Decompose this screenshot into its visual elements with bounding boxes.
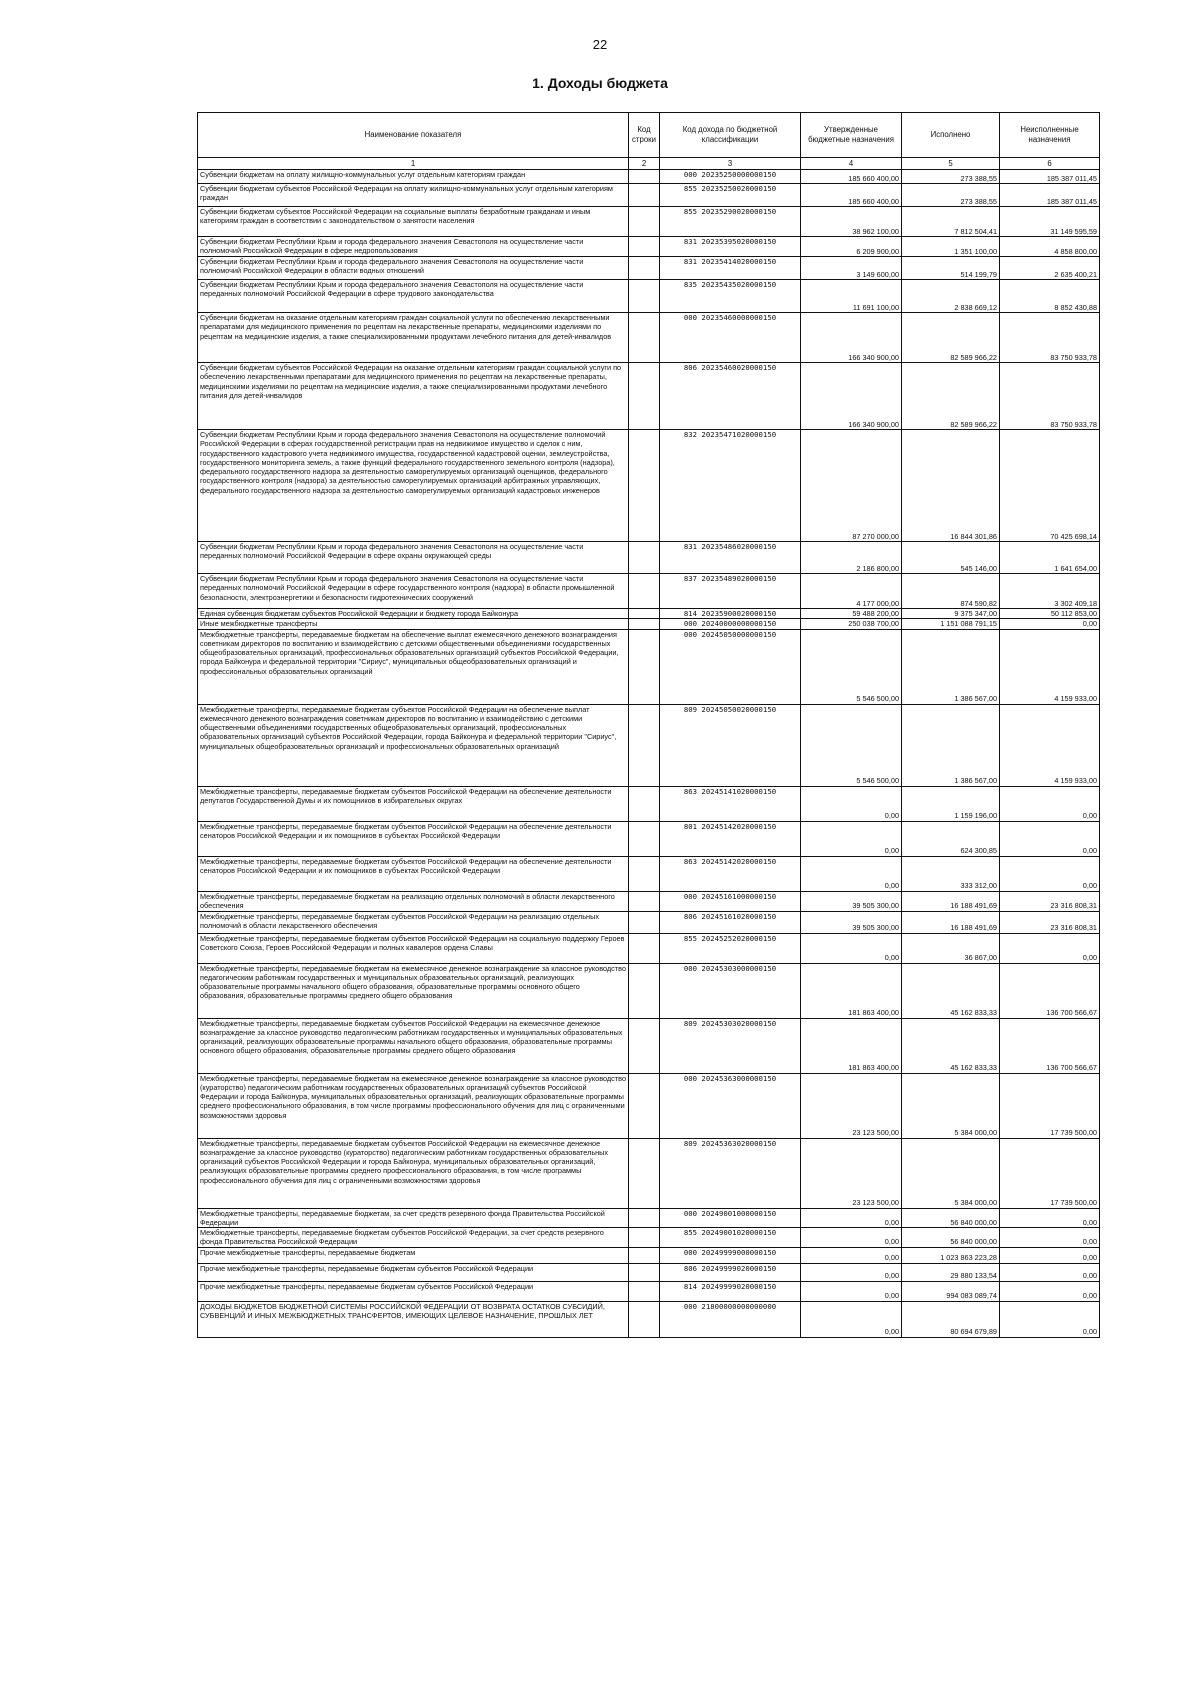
row-income-code-cell: 000 20245050000000150	[660, 629, 801, 704]
row-line-code-cell	[629, 629, 660, 704]
row-approved-cell: 0,00	[801, 1247, 902, 1263]
row-income-code-cell: 000 20235460000000150	[660, 313, 801, 363]
row-name-cell: Межбюджетные трансферты, передаваемые бюджетам субъектов Российской Федерации на ежемесячное денежное вознаграждение за классное руководство педагогическим работникам государственных и муниципальных образовательных организаций, реализующих образовательные программы начального общего образования, образовательные программы основного общего образования, образовательные программы среднего общего образования	[198, 1018, 629, 1073]
row-income-code-cell: 837 20235489020000150	[660, 574, 801, 609]
table-row	[198, 1018, 1100, 1073]
row-unexecuted-cell: 83 750 933,78	[1000, 363, 1100, 430]
table-row	[198, 1247, 1100, 1263]
row-approved-cell: 0,00	[801, 933, 902, 963]
row-line-code-cell	[629, 1208, 660, 1228]
row-executed-cell: 874 590,82	[902, 574, 1000, 609]
row-line-code-cell	[629, 170, 660, 184]
row-name-cell: Межбюджетные трансферты, передаваемые бюджетам субъектов Российской Федерации на обеспечение деятельности сенаторов Российской Федерации и их помощников в субъектах Российской Федерации	[198, 856, 629, 891]
row-approved-cell: 39 505 300,00	[801, 911, 902, 933]
row-approved-cell: 166 340 900,00	[801, 363, 902, 430]
table-body	[198, 170, 1100, 1338]
row-approved-cell: 0,00	[801, 821, 902, 856]
row-executed-cell: 994 083 089,74	[902, 1281, 1000, 1301]
row-name-cell: Прочие межбюджетные трансферты, передаваемые бюджетам	[198, 1247, 629, 1263]
row-line-code-cell	[629, 184, 660, 207]
row-executed-cell: 1 386 567,00	[902, 704, 1000, 786]
row-unexecuted-cell: 23 316 808,31	[1000, 891, 1100, 911]
row-line-code-cell	[629, 704, 660, 786]
row-line-code-cell	[629, 1247, 660, 1263]
row-income-code-cell: 831 20235395020000150	[660, 237, 801, 257]
row-name-cell: Прочие межбюджетные трансферты, передаваемые бюджетам субъектов Российской Федерации	[198, 1281, 629, 1301]
table-row	[198, 629, 1100, 704]
row-unexecuted-cell: 0,00	[1000, 1301, 1100, 1337]
row-line-code-cell	[629, 1228, 660, 1248]
row-executed-cell: 80 694 679,89	[902, 1301, 1000, 1337]
row-name-cell: Межбюджетные трансферты, передаваемые бюджетам субъектов Российской Федерации на ежемесячное денежное вознаграждение за классное руководство (кураторство) педагогическим работникам государственных образовательных организаций субъектов Российской Федерации и города Байконура, муниципальных образовательных организаций, реализующих образовательные программы среднего профессионального образования, в том числе программы профессионального обучения для лиц с ограниченными возможностями здоровья	[198, 1138, 629, 1208]
column-header-name: Наименование показателя	[198, 113, 629, 158]
row-income-code-cell: 000 20240000000000150	[660, 619, 801, 629]
row-unexecuted-cell: 4 858 800,00	[1000, 237, 1100, 257]
row-approved-cell: 185 660 400,00	[801, 170, 902, 184]
column-number-row	[198, 158, 1100, 170]
row-unexecuted-cell: 0,00	[1000, 786, 1100, 821]
row-unexecuted-cell: 136 700 566,67	[1000, 1018, 1100, 1073]
row-approved-cell: 39 505 300,00	[801, 891, 902, 911]
column-number: 5	[902, 158, 1000, 170]
row-line-code-cell	[629, 1281, 660, 1301]
table-row	[198, 430, 1100, 542]
table-row	[198, 184, 1100, 207]
table-row	[198, 609, 1100, 619]
row-name-cell: Субвенции бюджетам на оплату жилищно-коммунальных услуг отдельным категориям граждан	[198, 170, 629, 184]
table-row	[198, 1228, 1100, 1248]
table-row	[198, 911, 1100, 933]
row-executed-cell: 16 844 301,86	[902, 430, 1000, 542]
table-row	[198, 619, 1100, 629]
row-line-code-cell	[629, 1263, 660, 1281]
row-executed-cell: 1 351 100,00	[902, 237, 1000, 257]
table-row	[198, 933, 1100, 963]
table-row	[198, 786, 1100, 821]
row-unexecuted-cell: 0,00	[1000, 1208, 1100, 1228]
row-line-code-cell	[629, 856, 660, 891]
row-unexecuted-cell: 23 316 808,31	[1000, 911, 1100, 933]
row-executed-cell: 1 023 863 223,28	[902, 1247, 1000, 1263]
row-name-cell: Иные межбюджетные трансферты	[198, 619, 629, 629]
row-approved-cell: 0,00	[801, 1208, 902, 1228]
row-approved-cell: 250 038 700,00	[801, 619, 902, 629]
row-name-cell: Субвенции бюджетам субъектов Российской Федерации на оказание отдельным категориям граждан социальной услуги по обеспечению лекарственными препаратами для медицинского применения по рецептам на лекарственные препараты, медицинскими изделиями по рецептам на медицинские изделия, а также специализированными продуктами лечебного питания для детей-инвалидов	[198, 363, 629, 430]
row-executed-cell: 1 159 196,00	[902, 786, 1000, 821]
row-unexecuted-cell: 0,00	[1000, 1281, 1100, 1301]
row-line-code-cell	[629, 363, 660, 430]
row-line-code-cell	[629, 911, 660, 933]
section-title: 1. Доходы бюджета	[532, 75, 668, 91]
row-unexecuted-cell: 0,00	[1000, 1263, 1100, 1281]
row-executed-cell: 333 312,00	[902, 856, 1000, 891]
column-header-approved: Утвержденные бюджетные назначения	[801, 113, 902, 158]
row-line-code-cell	[629, 963, 660, 1018]
row-approved-cell: 166 340 900,00	[801, 313, 902, 363]
row-executed-cell: 514 199,79	[902, 257, 1000, 280]
column-number: 4	[801, 158, 902, 170]
table-row	[198, 542, 1100, 574]
table-row	[198, 1138, 1100, 1208]
row-approved-cell: 23 123 500,00	[801, 1138, 902, 1208]
row-unexecuted-cell: 185 387 011,45	[1000, 170, 1100, 184]
column-header-income-code: Код дохода по бюджетной классификации	[660, 113, 801, 158]
row-executed-cell: 7 812 504,41	[902, 207, 1000, 237]
row-executed-cell: 16 188 491,69	[902, 911, 1000, 933]
row-name-cell: ДОХОДЫ БЮДЖЕТОВ БЮДЖЕТНОЙ СИСТЕМЫ РОССИЙСКОЙ ФЕДЕРАЦИИ ОТ ВОЗВРАТА ОСТАТКОВ СУБСИДИЙ, СУБВЕНЦИЙ И ИНЫХ МЕЖБЮДЖЕТНЫХ ТРАНСФЕРТОВ, ИМЕЮЩИХ ЦЕЛЕВОЕ НАЗНАЧЕНИЕ, ПРОШЛЫХ ЛЕТ	[198, 1301, 629, 1337]
row-unexecuted-cell: 50 112 853,00	[1000, 609, 1100, 619]
row-income-code-cell: 855 20249001020000150	[660, 1228, 801, 1248]
row-approved-cell: 0,00	[801, 1228, 902, 1248]
table-row	[198, 280, 1100, 313]
row-approved-cell: 59 488 200,00	[801, 609, 902, 619]
table-row	[198, 856, 1100, 891]
row-income-code-cell: 855 20235290020000150	[660, 207, 801, 237]
row-approved-cell: 4 177 000,00	[801, 574, 902, 609]
table-row	[198, 574, 1100, 609]
row-name-cell: Единая субвенция бюджетам субъектов Российской Федерации и бюджету города Байконура	[198, 609, 629, 619]
row-name-cell: Межбюджетные трансферты, передаваемые бюджетам субъектов Российской Федерации на социальную поддержку Героев Советского Союза, Героев Российской Федерации и полных кавалеров ордена Славы	[198, 933, 629, 963]
row-approved-cell: 185 660 400,00	[801, 184, 902, 207]
row-income-code-cell: 863 20245141020000150	[660, 786, 801, 821]
page-number: 22	[592, 37, 608, 52]
row-line-code-cell	[629, 821, 660, 856]
row-income-code-cell: 801 20245142020000150	[660, 821, 801, 856]
table-row	[198, 207, 1100, 237]
row-line-code-cell	[629, 891, 660, 911]
column-number: 1	[198, 158, 629, 170]
table-row	[198, 170, 1100, 184]
row-name-cell: Межбюджетные трансферты, передаваемые бюджетам субъектов Российской Федерации на обеспечение деятельности депутатов Государственной Думы и их помощников в избирательных округах	[198, 786, 629, 821]
row-name-cell: Межбюджетные трансферты, передаваемые бюджетам субъектов Российской Федерации на реализацию отдельных полномочий в области лекарственного обеспечения	[198, 911, 629, 933]
row-unexecuted-cell: 0,00	[1000, 1247, 1100, 1263]
row-line-code-cell	[629, 257, 660, 280]
row-approved-cell: 5 546 500,00	[801, 629, 902, 704]
row-approved-cell: 181 863 400,00	[801, 963, 902, 1018]
row-executed-cell: 273 388,55	[902, 170, 1000, 184]
row-name-cell: Межбюджетные трансферты, передаваемые бюджетам субъектов Российской Федерации на обеспечение деятельности сенаторов Российской Федерации и их помощников в субъектах Российской Федерации	[198, 821, 629, 856]
row-executed-cell: 5 384 000,00	[902, 1073, 1000, 1138]
row-line-code-cell	[629, 237, 660, 257]
row-income-code-cell: 000 20249001000000150	[660, 1208, 801, 1228]
row-name-cell: Межбюджетные трансферты, передаваемые бюджетам, за счет средств резервного фонда Правительства Российской Федерации	[198, 1208, 629, 1228]
row-name-cell: Межбюджетные трансферты, передаваемые бюджетам на обеспечение выплат ежемесячного денежного вознаграждения советникам директоров по воспитанию и взаимодействию с детскими общественными объединениями государственных общеобразовательных организаций, профессиональных образовательных организаций субъектов Российской Федерации, города Байконура и федеральной территории "Сириус", муниципальных общеобразовательных организаций и профессиональных образовательных организаций	[198, 629, 629, 704]
row-executed-cell: 5 384 000,00	[902, 1138, 1000, 1208]
table-row	[198, 704, 1100, 786]
row-name-cell: Субвенции бюджетам Республики Крым и города федерального значения Севастополя на осуществление части переданных полномочий Российской Федерации в сфере государственного контроля (надзора) в области промышленной безопасности, электроэнергетики и безопасности гидротехнических сооружений	[198, 574, 629, 609]
row-income-code-cell: 000 20249999000000150	[660, 1247, 801, 1263]
row-executed-cell: 29 880 133,54	[902, 1263, 1000, 1281]
column-number: 6	[1000, 158, 1100, 170]
row-executed-cell: 1 151 088 791,15	[902, 619, 1000, 629]
row-executed-cell: 82 589 966,22	[902, 363, 1000, 430]
column-header-line-code: Код строки	[629, 113, 660, 158]
row-approved-cell: 23 123 500,00	[801, 1073, 902, 1138]
row-line-code-cell	[629, 619, 660, 629]
row-name-cell: Субвенции бюджетам Республики Крым и города федерального значения Севастополя на осуществление части полномочий Российской Федерации в области водных отношений	[198, 257, 629, 280]
table-row	[198, 363, 1100, 430]
row-executed-cell: 82 589 966,22	[902, 313, 1000, 363]
table-row	[198, 1301, 1100, 1337]
row-line-code-cell	[629, 786, 660, 821]
row-executed-cell: 45 162 833,33	[902, 963, 1000, 1018]
table-header-row	[198, 113, 1100, 158]
row-name-cell: Межбюджетные трансферты, передаваемые бюджетам субъектов Российской Федерации, за счет средств резервного фонда Правительства Российской Федерации	[198, 1228, 629, 1248]
row-line-code-cell	[629, 1301, 660, 1337]
row-line-code-cell	[629, 574, 660, 609]
row-executed-cell: 56 840 000,00	[902, 1228, 1000, 1248]
table-row	[198, 891, 1100, 911]
row-unexecuted-cell: 3 302 409,18	[1000, 574, 1100, 609]
row-name-cell: Субвенции бюджетам на оказание отдельным категориям граждан социальной услуги по обеспечению лекарственными препаратами для медицинского применения по рецептам на лекарственные препараты, медицинскими изделиями по рецептам на медицинские изделия, а также специализированными продуктами лечебного питания для детей-инвалидов	[198, 313, 629, 363]
row-approved-cell: 181 863 400,00	[801, 1018, 902, 1073]
row-approved-cell: 0,00	[801, 856, 902, 891]
row-income-code-cell: 806 20235460020000150	[660, 363, 801, 430]
table-row	[198, 257, 1100, 280]
row-name-cell: Субвенции бюджетам Республики Крым и города федерального значения Севастополя на осуществление части переданных полномочий Российской Федерации в сфере трудового законодательства	[198, 280, 629, 313]
row-name-cell: Субвенции бюджетам Республики Крым и города федерального значения Севастополя на осуществление части полномочий Российской Федерации в сфере недропользования	[198, 237, 629, 257]
row-unexecuted-cell: 83 750 933,78	[1000, 313, 1100, 363]
row-income-code-cell: 831 20235486020000150	[660, 542, 801, 574]
row-income-code-cell: 000 20235250000000150	[660, 170, 801, 184]
column-number: 3	[660, 158, 801, 170]
row-approved-cell: 5 546 500,00	[801, 704, 902, 786]
row-income-code-cell: 855 20235250020000150	[660, 184, 801, 207]
row-income-code-cell: 832 20235471020000150	[660, 430, 801, 542]
row-income-code-cell: 806 20245161020000150	[660, 911, 801, 933]
row-line-code-cell	[629, 1073, 660, 1138]
row-executed-cell: 1 386 567,00	[902, 629, 1000, 704]
row-line-code-cell	[629, 430, 660, 542]
row-name-cell: Субвенции бюджетам Республики Крым и города федерального значения Севастополя на осуществление полномочий Российской Федерации в сферах государственной регистрации прав на недвижимое имущество и сделок с ним, государственного кадастрового учета недвижимого имущества, государственной кадастровой оценки, землеустройства, государственного мониторинга земель, а также функций федерального государственного земельного контроля (надзора), федерального государственного надзора за деятельностью саморегулируемых организаций оценщиков, федерального государственного контроля (надзора) за деятельностью саморегулируемых организаций арбитражных управляющих, федерального государственного надзора за деятельностью саморегулируемых организаций кадастровых инженеров	[198, 430, 629, 542]
column-number: 2	[629, 158, 660, 170]
row-income-code-cell: 814 20235900020000150	[660, 609, 801, 619]
row-income-code-cell: 809 20245050020000150	[660, 704, 801, 786]
row-executed-cell: 16 188 491,69	[902, 891, 1000, 911]
row-approved-cell: 87 270 000,00	[801, 430, 902, 542]
row-line-code-cell	[629, 1018, 660, 1073]
row-approved-cell: 0,00	[801, 1263, 902, 1281]
row-name-cell: Межбюджетные трансферты, передаваемые бюджетам на ежемесячное денежное вознаграждение за классное руководство педагогическим работникам государственных и муниципальных образовательных организаций, реализующих образовательные программы начального общего образования, образовательные программы основного общего образования, образовательные программы среднего общего образования	[198, 963, 629, 1018]
row-unexecuted-cell: 0,00	[1000, 933, 1100, 963]
table-row	[198, 1263, 1100, 1281]
table-row	[198, 1208, 1100, 1228]
row-unexecuted-cell: 185 387 011,45	[1000, 184, 1100, 207]
table-row	[198, 313, 1100, 363]
row-income-code-cell: 831 20235414020000150	[660, 257, 801, 280]
row-line-code-cell	[629, 207, 660, 237]
row-line-code-cell	[629, 933, 660, 963]
column-header-unexecuted: Неисполненные назначения	[1000, 113, 1100, 158]
row-income-code-cell: 809 20245363020000150	[660, 1138, 801, 1208]
row-income-code-cell: 814 20249999020000150	[660, 1281, 801, 1301]
row-income-code-cell: 863 20245142020000150	[660, 856, 801, 891]
row-name-cell: Прочие межбюджетные трансферты, передаваемые бюджетам субъектов Российской Федерации	[198, 1263, 629, 1281]
row-income-code-cell: 809 20245303020000150	[660, 1018, 801, 1073]
row-unexecuted-cell: 4 159 933,00	[1000, 629, 1100, 704]
row-unexecuted-cell: 17 739 500,00	[1000, 1138, 1100, 1208]
row-name-cell: Субвенции бюджетам Республики Крым и города федерального значения Севастополя на осуществление части переданных полномочий Российской Федерации в сфере охраны окружающей среды	[198, 542, 629, 574]
row-unexecuted-cell: 0,00	[1000, 856, 1100, 891]
row-income-code-cell: 000 20245303000000150	[660, 963, 801, 1018]
row-executed-cell: 56 840 000,00	[902, 1208, 1000, 1228]
row-executed-cell: 2 838 669,12	[902, 280, 1000, 313]
row-line-code-cell	[629, 542, 660, 574]
row-unexecuted-cell: 4 159 933,00	[1000, 704, 1100, 786]
row-approved-cell: 0,00	[801, 786, 902, 821]
row-executed-cell: 36 867,00	[902, 933, 1000, 963]
row-approved-cell: 0,00	[801, 1301, 902, 1337]
row-executed-cell: 273 388,55	[902, 184, 1000, 207]
row-approved-cell: 11 691 100,00	[801, 280, 902, 313]
row-unexecuted-cell: 2 635 400,21	[1000, 257, 1100, 280]
row-income-code-cell: 835 20235435020000150	[660, 280, 801, 313]
row-name-cell: Субвенции бюджетам субъектов Российской Федерации на оплату жилищно-коммунальных услуг отдельным категориям граждан	[198, 184, 629, 207]
row-line-code-cell	[629, 609, 660, 619]
row-name-cell: Межбюджетные трансферты, передаваемые бюджетам на ежемесячное денежное вознаграждение за классное руководство (кураторство) педагогическим работникам государственных образовательных организаций субъектов Российской Федерации и города Байконура, муниципальных образовательных организаций, реализующих образовательные программы среднего профессионального образования, в том числе программы профессионального обучения для лиц с ограниченными возможностями здоровья	[198, 1073, 629, 1138]
row-name-cell: Межбюджетные трансферты, передаваемые бюджетам субъектов Российской Федерации на обеспечение выплат ежемесячного денежного вознаграждения советникам директоров по воспитанию и взаимодействию с детскими общественными объединениями государственных общеобразовательных организаций, профессиональных образовательных организаций субъектов Российской Федерации, города Байконура и федеральной территории "Сириус", муниципальных общеобразовательных организаций и профессиональных образовательных организаций	[198, 704, 629, 786]
row-income-code-cell: 806 20249999020000150	[660, 1263, 801, 1281]
row-unexecuted-cell: 8 852 430,88	[1000, 280, 1100, 313]
row-unexecuted-cell: 70 425 698,14	[1000, 430, 1100, 542]
row-executed-cell: 45 162 833,33	[902, 1018, 1000, 1073]
row-income-code-cell: 000 20245363000000150	[660, 1073, 801, 1138]
row-line-code-cell	[629, 1138, 660, 1208]
row-unexecuted-cell: 1 641 654,00	[1000, 542, 1100, 574]
row-approved-cell: 38 962 100,00	[801, 207, 902, 237]
row-income-code-cell: 000 21800000000000000	[660, 1301, 801, 1337]
row-approved-cell: 6 209 900,00	[801, 237, 902, 257]
row-unexecuted-cell: 0,00	[1000, 1228, 1100, 1248]
row-line-code-cell	[629, 280, 660, 313]
row-income-code-cell: 855 20245252020000150	[660, 933, 801, 963]
column-header-executed: Исполнено	[902, 113, 1000, 158]
row-unexecuted-cell: 31 149 595,59	[1000, 207, 1100, 237]
budget-income-table	[197, 112, 1100, 1338]
table-row	[198, 1073, 1100, 1138]
row-income-code-cell: 000 20245161000000150	[660, 891, 801, 911]
row-unexecuted-cell: 0,00	[1000, 821, 1100, 856]
row-line-code-cell	[629, 313, 660, 363]
row-approved-cell: 2 186 800,00	[801, 542, 902, 574]
row-approved-cell: 0,00	[801, 1281, 902, 1301]
table-row	[198, 963, 1100, 1018]
row-unexecuted-cell: 0,00	[1000, 619, 1100, 629]
table-row	[198, 1281, 1100, 1301]
table-row	[198, 237, 1100, 257]
row-unexecuted-cell: 136 700 566,67	[1000, 963, 1100, 1018]
row-executed-cell: 9 375 347,00	[902, 609, 1000, 619]
row-executed-cell: 545 146,00	[902, 542, 1000, 574]
row-executed-cell: 624 300,85	[902, 821, 1000, 856]
row-name-cell: Субвенции бюджетам субъектов Российской Федерации на социальные выплаты безработным гражданам и иным категориям граждан в соответствии с законодательством о занятости населения	[198, 207, 629, 237]
row-name-cell: Межбюджетные трансферты, передаваемые бюджетам на реализацию отдельных полномочий в области лекарственного обеспечения	[198, 891, 629, 911]
row-approved-cell: 3 149 600,00	[801, 257, 902, 280]
row-unexecuted-cell: 17 739 500,00	[1000, 1073, 1100, 1138]
table-row	[198, 821, 1100, 856]
